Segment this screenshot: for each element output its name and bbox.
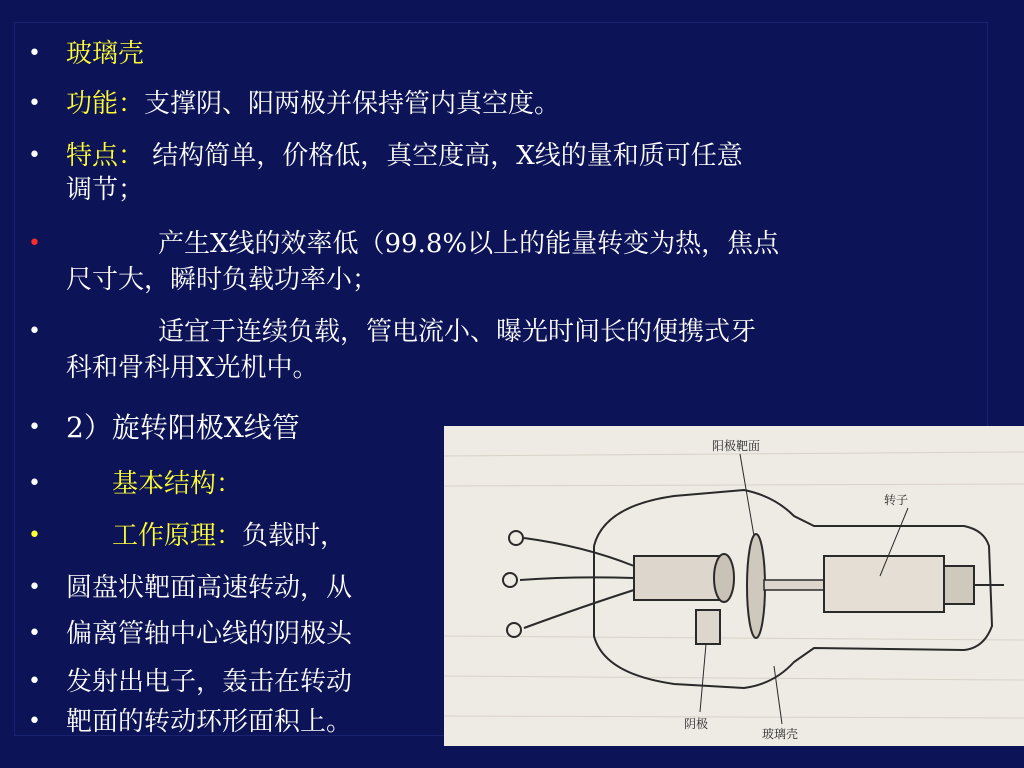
bullet-lead: 特点： [66, 141, 145, 171]
bullet-text: 结构简单，价格低，真空度高，X线的量和质可任意 [152, 141, 743, 171]
bullet-dot: • [28, 621, 41, 646]
bullet-dot: • [28, 415, 41, 440]
bullet-lead: 功能： [66, 89, 145, 119]
bullet-dot: • [28, 709, 41, 734]
bullet-text-line2: 科和骨科用X光机中。 [66, 353, 319, 383]
lead-terminals [503, 531, 523, 637]
bullet-text: 靶面的转动环形面积上。 [66, 707, 353, 737]
bullet-lead: 玻璃壳 [66, 39, 145, 69]
bullet-dot: • [28, 91, 41, 116]
bullet-dot: • [28, 143, 41, 168]
bullet-lead: 基本结构： [112, 469, 243, 499]
bullet-dot: • [28, 669, 41, 694]
label-anode-target: 阳极靶面 [712, 439, 761, 453]
bullet-text: 发射出电子，轰击在转动 [66, 667, 353, 697]
bullet-dot: • [28, 319, 41, 344]
rotor [824, 556, 944, 612]
bullet-dot: • [28, 41, 41, 66]
bullet-text: 偏离管轴中心线的阴极头 [66, 619, 353, 649]
bullet-text-line2: 尺寸大，瞬时负载功率小； [66, 265, 379, 295]
bullet-lead: 工作原理： [112, 521, 243, 551]
bullet-text: 负载时， [242, 521, 347, 551]
bullet-dot: • [28, 471, 41, 496]
bullet-text: 支撑阴、阳两极并保持管内真空度。 [144, 89, 561, 119]
xray-tube-diagram [444, 426, 1024, 746]
label-glass-shell: 玻璃壳 [762, 727, 799, 741]
cathode-stem [634, 556, 724, 600]
bullet-dot: • [28, 575, 41, 600]
bullet-text: 产生X线的效率低（99.8%以上的能量转变为热，焦点 [158, 229, 780, 259]
label-cathode: 阴极 [684, 717, 709, 731]
label-rotor: 转子 [884, 493, 909, 507]
cathode-leads [520, 538, 634, 628]
bullet-text: 适宜于连续负载，管电流小、曝光时间长的便携式牙 [158, 317, 757, 347]
xray-tube-figure [444, 426, 1024, 746]
bullet-text-line2: 调节； [66, 175, 145, 205]
bullet-text: 2）旋转阳极X线管 [66, 411, 300, 444]
cathode-head [714, 554, 734, 602]
bullet-dot: • [28, 231, 41, 256]
bullet-dot: • [28, 523, 41, 548]
bullet-text: 圆盘状靶面高速转动，从 [66, 573, 353, 603]
anode-disk [747, 534, 765, 638]
